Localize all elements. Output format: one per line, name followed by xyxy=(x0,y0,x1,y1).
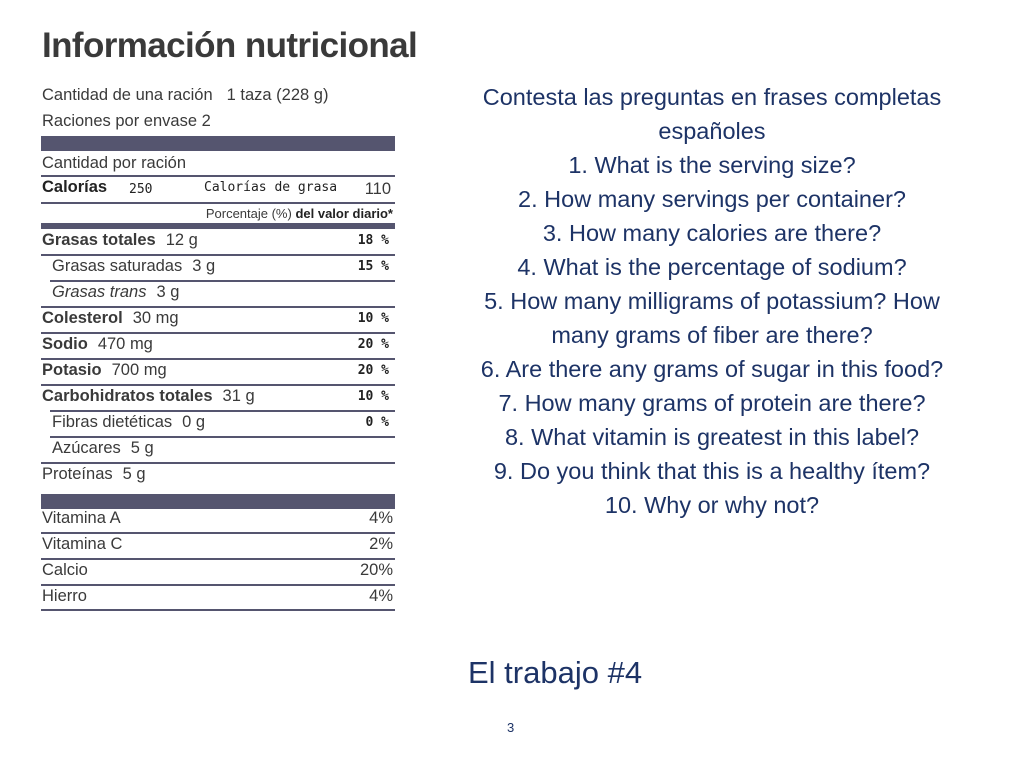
nutrient-name: Colesterol xyxy=(42,309,123,327)
calories-label: Calorías xyxy=(42,178,108,196)
label-title: Información nutricional xyxy=(42,26,418,65)
nutrient-row-dietary-fiber xyxy=(38,410,395,436)
nutrient-name: Fibras dietéticas xyxy=(52,413,173,431)
vitamin-name: Hierro xyxy=(42,587,87,605)
vitamin-percent: 4% xyxy=(369,587,393,605)
vitamin-percent: 4% xyxy=(369,509,393,527)
question-item: 10. Why or why not? xyxy=(604,492,820,518)
nutrient-row-total-fat xyxy=(38,228,395,254)
nutrient-amount: 3 g xyxy=(156,283,180,301)
vitamin-row-c xyxy=(38,532,395,558)
nutrient-row-cholesterol xyxy=(38,306,395,332)
nutrient-percent: 10 % xyxy=(357,389,389,404)
nutrient-amount: 5 g xyxy=(122,465,146,483)
instructions-text: Contesta las preguntas en frases completas españoles xyxy=(482,84,942,144)
nutrient-amount: 5 g xyxy=(130,439,154,457)
calories-from-fat-value: 110 xyxy=(364,180,391,198)
nutrient-amount: 0 g xyxy=(182,413,206,431)
question-list xyxy=(456,80,968,522)
nutrient-percent: 20 % xyxy=(357,337,389,352)
nutrient-row-protein xyxy=(38,462,395,488)
question-item: 9. Do you think that this is a healthy ítem? xyxy=(493,458,931,484)
nutrient-amount: 470 mg xyxy=(97,335,153,353)
vitamin-row-iron xyxy=(38,584,395,610)
serving-size-value: 1 taza (228 g) xyxy=(226,86,329,104)
nutrient-row-potassium xyxy=(38,358,395,384)
nutrient-percent: 10 % xyxy=(357,311,389,326)
nutrient-row-saturated-fat xyxy=(38,254,395,280)
label-divider xyxy=(41,175,395,177)
calories-value: 250 xyxy=(129,182,153,197)
vitamin-name: Calcio xyxy=(42,561,88,579)
nutrient-name: Grasas totales xyxy=(42,231,156,249)
question-item: 7. How many grams of protein are there? xyxy=(498,390,926,416)
nutrition-facts-label xyxy=(38,22,418,612)
question-item: 8. What vitamin is greatest in this label? xyxy=(504,424,920,450)
nutrient-name: Carbohidratos totales xyxy=(42,387,213,405)
question-item: 2. How many servings per container? xyxy=(518,186,906,212)
daily-value-header-prefix: Porcentaje (%) xyxy=(205,206,292,221)
vitamin-percent: 20% xyxy=(359,561,393,579)
vitamin-percent: 2% xyxy=(369,535,393,553)
question-item: 6. Are there any grams of sugar in this food? xyxy=(480,356,944,382)
nutrient-amount: 31 g xyxy=(222,387,255,405)
question-item: 1. What is the serving size? xyxy=(568,152,856,178)
daily-value-header xyxy=(206,206,393,221)
question-item: 5. How many milligrams of potassium? How many grams of fiber are there? xyxy=(484,288,940,348)
nutrient-row-trans-fat xyxy=(38,280,395,306)
nutrient-amount: 3 g xyxy=(192,257,216,275)
nutrient-row-sugars xyxy=(38,436,395,462)
nutrient-name: Sodio xyxy=(42,335,88,353)
calories-from-fat-label: Calorías de grasa xyxy=(204,180,338,195)
nutrient-amount: 12 g xyxy=(165,231,198,249)
servings-per-container: Raciones por envase 2 xyxy=(42,112,211,130)
serving-size xyxy=(42,86,328,105)
label-divider-thick xyxy=(41,136,395,151)
nutrient-amount: 30 mg xyxy=(132,309,179,327)
serving-size-label: Cantidad de una ración xyxy=(42,86,213,104)
label-divider xyxy=(41,202,395,204)
nutrient-amount: 700 mg xyxy=(111,361,167,379)
nutrient-name: Grasas saturadas xyxy=(52,257,183,275)
nutrient-name: Potasio xyxy=(42,361,102,379)
nutrient-percent: 15 % xyxy=(357,259,389,274)
nutrient-percent: 20 % xyxy=(357,363,389,378)
nutrient-name: Grasas trans xyxy=(52,283,147,301)
nutrient-percent: 18 % xyxy=(357,233,389,248)
assignment-title: El trabajo #4 xyxy=(468,655,643,690)
nutrient-name: Azúcares xyxy=(52,439,121,457)
question-item: 4. What is the percentage of sodium? xyxy=(517,254,907,280)
vitamin-name: Vitamina C xyxy=(42,535,123,553)
page-number: 3 xyxy=(507,720,515,735)
vitamin-name: Vitamina A xyxy=(42,509,121,527)
daily-value-header-bold: del valor diario* xyxy=(295,206,393,221)
nutrient-percent: 0 % xyxy=(365,415,389,430)
nutrient-name: Proteínas xyxy=(42,465,113,483)
nutrient-row-total-carbohydrate xyxy=(38,384,395,410)
vitamin-row-calcium xyxy=(38,558,395,584)
nutrient-row-sodium xyxy=(38,332,395,358)
label-divider xyxy=(41,609,395,611)
question-item: 3. How many calories are there? xyxy=(542,220,882,246)
vitamin-row-a xyxy=(38,506,395,532)
amount-per-serving: Cantidad por ración xyxy=(42,154,187,172)
